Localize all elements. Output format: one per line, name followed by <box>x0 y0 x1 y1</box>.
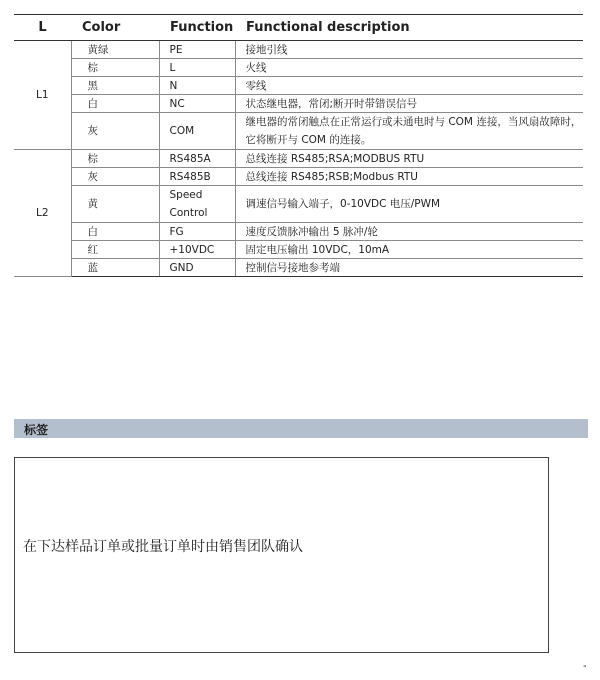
color-cell: 白 <box>71 95 159 113</box>
function-line: L <box>169 61 176 74</box>
description-line: 总线连接 RS485;RSA;MODBUS RTU <box>245 152 425 165</box>
description-line: 零线 <box>245 79 267 92</box>
color-cell: 黄 <box>71 186 159 223</box>
function-line: NC <box>169 97 185 110</box>
function-cell <box>159 241 235 259</box>
function-cell <box>159 59 235 77</box>
table-header-row <box>14 15 583 41</box>
color-cell: 红 <box>71 241 159 259</box>
function-cell <box>159 77 235 95</box>
color-cell: 灰 <box>71 168 159 186</box>
header-color: Color <box>71 15 159 41</box>
function-cell <box>159 259 235 277</box>
description-cell <box>235 150 583 168</box>
description-line: 控制信号接地参考端 <box>245 261 340 274</box>
function-line: RS485A <box>169 152 211 165</box>
function-line: N <box>169 79 178 92</box>
description-cell <box>235 59 583 77</box>
function-cell <box>159 95 235 113</box>
description-line: 调速信号输入端子，0-10VDC 电压/PWM <box>245 198 441 210</box>
table-row <box>14 77 583 95</box>
section-title: 标签 <box>24 423 49 437</box>
description-line: 总线连接 RS485;RSB;Modbus RTU <box>245 170 418 183</box>
table-row <box>14 95 583 113</box>
table-row <box>14 59 583 77</box>
table-row <box>14 259 583 277</box>
table-row <box>14 241 583 259</box>
description-line: 继电器的常闭触点在正常运行或未通电时与 COM 连接，当风扇故障时， <box>245 116 582 128</box>
corner-mark: " <box>583 664 587 673</box>
function-cell <box>159 41 235 59</box>
wire-function-table <box>14 14 583 277</box>
function-cell <box>159 150 235 168</box>
function-cell <box>159 186 235 223</box>
description-cell <box>235 223 583 241</box>
color-cell: 灰 <box>71 113 159 150</box>
description-cell <box>235 186 583 223</box>
function-line: Control <box>169 207 208 219</box>
table-row <box>14 113 583 150</box>
description-cell <box>235 259 583 277</box>
description-cell <box>235 241 583 259</box>
function-line: +10VDC <box>169 243 215 256</box>
function-line: PE <box>169 43 183 56</box>
section-header-bar <box>14 419 588 438</box>
header-function: Function <box>159 15 235 41</box>
description-line: 状态继电器，常闭;断开时带错误信号 <box>245 97 418 110</box>
description-cell <box>235 113 583 150</box>
description-line: 速度反馈脉冲输出 5 脉冲/轮 <box>245 225 378 238</box>
color-cell: 黑 <box>71 77 159 95</box>
description-line: 接地引线 <box>245 43 288 56</box>
description-cell <box>235 95 583 113</box>
table-row <box>14 223 583 241</box>
function-line: Speed <box>169 189 203 201</box>
description-cell <box>235 77 583 95</box>
color-cell: 棕 <box>71 59 159 77</box>
table-body <box>14 41 583 277</box>
function-cell <box>159 113 235 150</box>
description-line: 固定电压输出 10VDC，10mA <box>245 243 390 256</box>
function-cell <box>159 168 235 186</box>
table-row <box>14 168 583 186</box>
header-l: L <box>14 15 71 41</box>
description-line: 火线 <box>245 61 267 74</box>
group-label-cell: L1 <box>14 41 71 150</box>
color-cell: 黄绿 <box>71 41 159 59</box>
function-line: FG <box>169 225 184 238</box>
header-description: Functional description <box>235 15 583 41</box>
color-cell: 白 <box>71 223 159 241</box>
group-label-cell: L2 <box>14 150 71 277</box>
function-line: RS485B <box>169 170 211 183</box>
table-row <box>14 186 583 223</box>
table-row <box>14 150 583 168</box>
color-cell: 棕 <box>71 150 159 168</box>
function-line: COM <box>169 125 195 137</box>
description-cell <box>235 168 583 186</box>
color-cell: 蓝 <box>71 259 159 277</box>
note-text: 在下达样品订单或批量订单时由销售团队确认 <box>23 539 303 555</box>
description-line: 它将断开与 COM 的连接。 <box>245 134 372 146</box>
description-cell <box>235 41 583 59</box>
label-note-box <box>14 457 549 653</box>
function-line: GND <box>169 261 194 274</box>
function-cell <box>159 223 235 241</box>
table-row <box>14 41 583 59</box>
